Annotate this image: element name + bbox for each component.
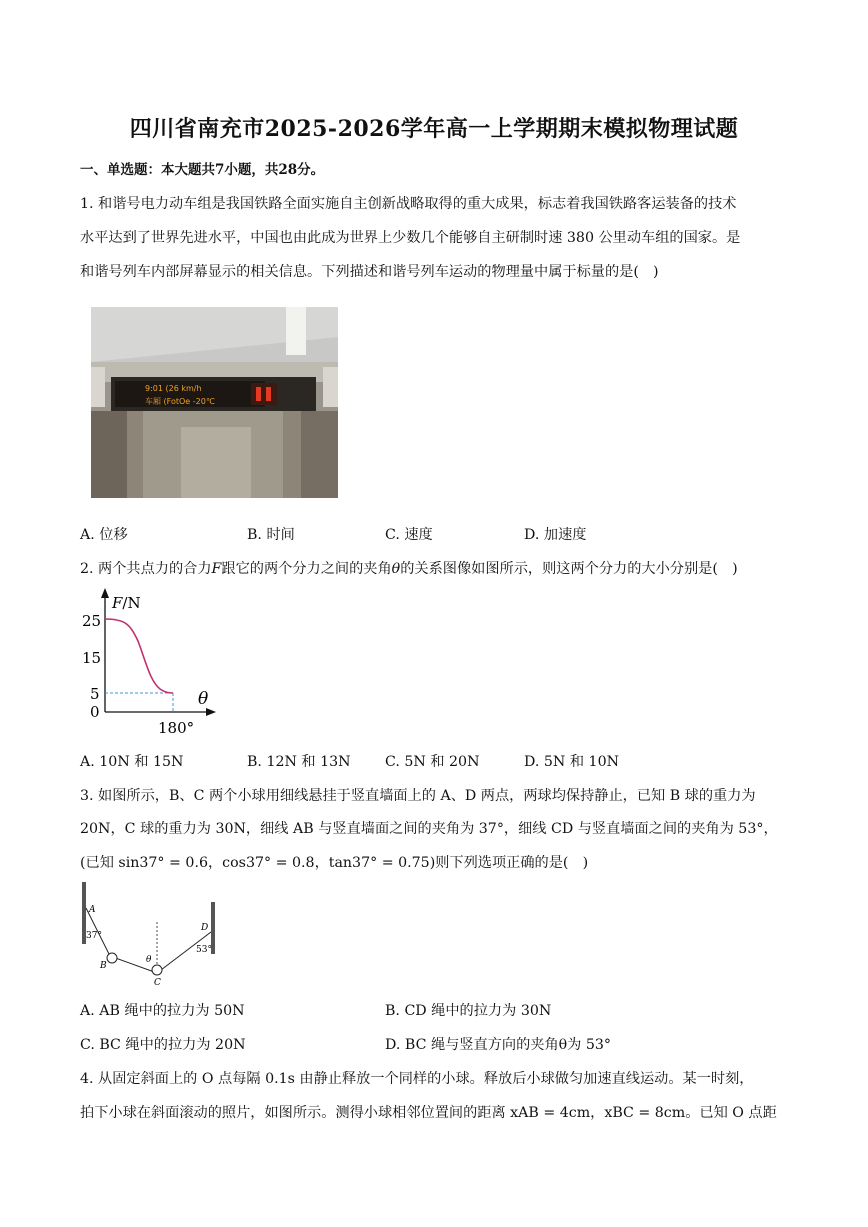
y-tick-25: 25 bbox=[82, 612, 102, 630]
q1-option-b[interactable]: B. 时间 bbox=[247, 527, 295, 543]
q2-stem bbox=[80, 558, 738, 578]
q1-option-c[interactable]: C. 速度 bbox=[385, 527, 433, 543]
q3-line-3: (已知 sin37° = 0.6，cos37° = 0.8，tan37° = 0.75)则下列选项正确的是( ) bbox=[80, 855, 589, 871]
q2-var-f: F bbox=[211, 561, 222, 577]
label-c: C bbox=[154, 978, 161, 988]
q4-line-2: 拍下小球在斜面滚动的照片，如图所示。测得小球相邻位置间的距离 xAB = 4cm，xBC = 8cm。已知 O 点距 bbox=[80, 1105, 777, 1121]
q2-stem-part-2: 跟它的两个分力之间的夹角 bbox=[221, 561, 392, 577]
q1-line-1: 1. 和谐号电力动车组是我国铁路全面实施自主创新战略取得的重大成果，标志着我国铁路客运装备的技术 bbox=[80, 196, 737, 212]
y-tick-15: 15 bbox=[82, 649, 102, 667]
label-a: A bbox=[89, 905, 96, 915]
screen-text-2: 车厢 (FotOe -20℃ bbox=[145, 397, 215, 406]
q1-option-a[interactable]: A. 位移 bbox=[80, 527, 128, 543]
q3-line-1: 3. 如图所示，B、C 两个小球用细线悬挂于竖直墙面上的 A、D 两点，两球均保持静止，已知 B 球的重力为 bbox=[80, 788, 756, 804]
q3-line-2: 20N，C 球的重力为 30N，细线 AB 与竖直墙面之间的夹角为 37°，细线 CD 与竖直墙面之间的夹角为 53°， bbox=[80, 821, 778, 837]
y-axis-arrow bbox=[101, 588, 109, 598]
balls-on-wall-diagram bbox=[80, 878, 230, 988]
q2-option-c[interactable]: C. 5N 和 20N bbox=[385, 754, 480, 770]
ball-c bbox=[152, 965, 162, 975]
page-title: 四川省南充市2025-2026学年高一上学期期末模拟物理试题 bbox=[129, 116, 739, 142]
y-tick-0: 0 bbox=[90, 703, 100, 721]
label-b: B bbox=[100, 961, 107, 971]
ball-b bbox=[107, 953, 117, 963]
screen-text-1: 9:01 (26 km/h bbox=[145, 384, 202, 393]
section-heading: 一、单选题：本大题共7小题，共28分。 bbox=[80, 162, 325, 178]
q1-line-2: 水平达到了世界先进水平，中国也由此成为世界上少数几个能够自主研制时速 380 公里动车组的国家。是 bbox=[80, 230, 741, 246]
q4-line-1: 4. 从固定斜面上的 O 点每隔 0.1s 由静止释放一个同样的小球。释放后小球做匀加速直线运动。某一时刻， bbox=[80, 1071, 754, 1087]
label-37: 37° bbox=[86, 931, 102, 941]
q3-option-b[interactable]: B. CD 绳中的拉力为 30N bbox=[385, 1003, 552, 1019]
label-d: D bbox=[201, 923, 209, 933]
q3-option-d[interactable]: D. BC 绳与竖直方向的夹角θ为 53° bbox=[385, 1037, 612, 1053]
y-tick-5: 5 bbox=[90, 685, 100, 703]
x-tick-180: 180° bbox=[158, 719, 195, 737]
q2-option-a[interactable]: A. 10N 和 15N bbox=[80, 754, 184, 770]
q3-option-c[interactable]: C. BC 绳中的拉力为 20N bbox=[80, 1037, 246, 1053]
label-53: 53° bbox=[196, 945, 212, 955]
resultant-force-curve bbox=[105, 619, 173, 693]
q1-option-d[interactable]: D. 加速度 bbox=[524, 527, 587, 543]
y-axis-label: F/N bbox=[112, 594, 141, 612]
x-axis-arrow bbox=[206, 708, 216, 716]
q3-option-a[interactable]: A. AB 绳中的拉力为 50N bbox=[80, 1003, 245, 1019]
q2-option-d[interactable]: D. 5N 和 10N bbox=[524, 754, 620, 770]
q2-stem-part-3: 的关系图像如图所示，则这两个分力的大小分别是( ) bbox=[400, 561, 738, 577]
label-theta: θ bbox=[146, 955, 152, 965]
q2-option-b[interactable]: B. 12N 和 13N bbox=[247, 754, 351, 770]
q1-line-3: 和谐号列车内部屏幕显示的相关信息。下列描述和谐号列车运动的物理量中属于标量的是( ) bbox=[80, 264, 659, 280]
q2-var-theta: θ bbox=[391, 561, 401, 577]
force-angle-graph bbox=[80, 586, 230, 740]
q2-stem-part-1: 2. 两个共点力的合力 bbox=[80, 561, 212, 577]
train-screen-photo bbox=[91, 307, 338, 498]
x-axis-label: θ bbox=[198, 689, 209, 709]
